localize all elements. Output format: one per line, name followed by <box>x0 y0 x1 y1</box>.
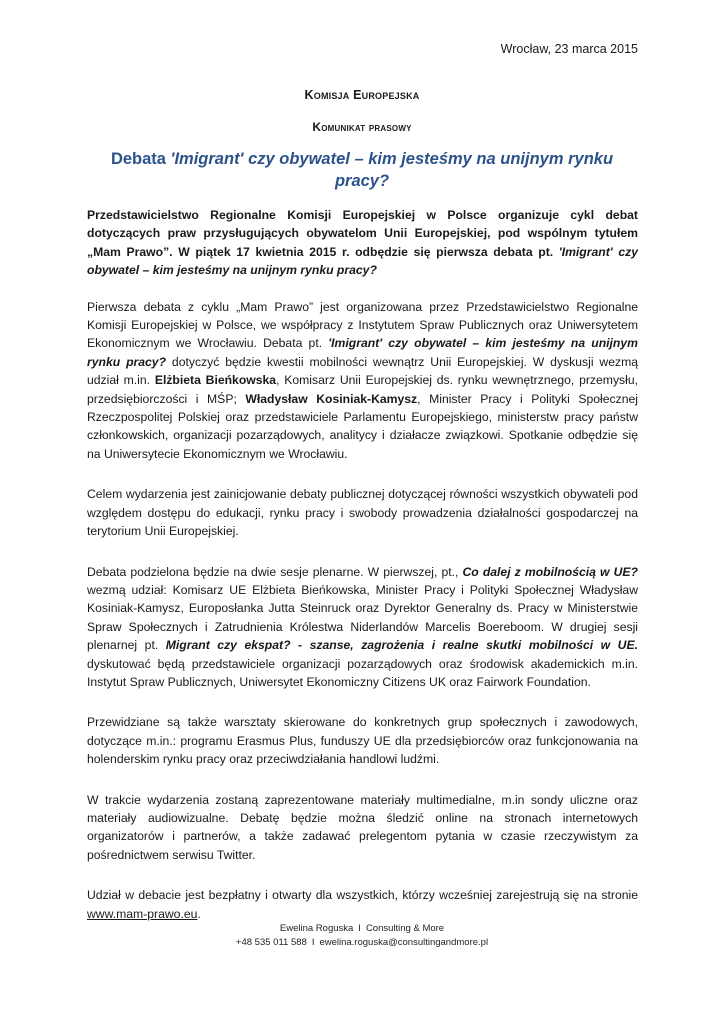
footer-line-1 <box>0 922 724 936</box>
lead-paragraph <box>87 206 638 280</box>
p1-c: dotyczyć będzie kwestii mobilności wewnątrz Unii Europejskiej. W dyskusji wezmą udział m.in. <box>87 354 639 388</box>
p3-session-2-title: Migrant czy ekspat? - szanse, zagrożenia i realne skutki mobilności w UE. <box>165 638 638 653</box>
p1-speaker-2: Władysław Kosiniak-Kamysz <box>245 391 418 406</box>
paragraph-2: Celem wydarzenia jest zainicjowanie debaty publicznej dotyczącej równości wszystkich obywateli pod względem dostępu do edukacji, rynku pracy i swobody prowadzenia działalności gospodarczej na terytorium Unii Europejskiej. <box>87 487 638 539</box>
document-kind-heading: Komunikat prasowy <box>312 120 412 134</box>
footer-separator: I <box>311 937 315 948</box>
title-prefix: Debata <box>110 150 171 168</box>
lead-text: Przedstawicielstwo Regionalne Komisji Europejskiej w Polsce organizuje cykl debat dotyczących praw przysługujących obywatelom Unii Europejskiej, pod wspólnym tytułem „Mam Prawo”. W piątek 17 kwietnia 2015 r. odbędzie się pierwsza debata pt. <box>87 208 638 259</box>
p6-a: Udział w debacie jest bezpłatny i otwarty dla wszystkich, którzy wcześniej zarejestrują się na stronie <box>87 888 638 903</box>
paragraph-4: Przewidziane są także warsztaty skierowane do konkretnych grup społecznych i zawodowych, dotyczące m.in.: programu Erasmus Plus, funduszy UE dla przedsiębiorców oraz funkcjonowania na holenderskim rynku pracy oraz przeciwdziałania handlowi ludźmi. <box>87 715 638 767</box>
footer-separator: I <box>358 923 361 934</box>
p1-e: , Komisarz Unii Europejskiej ds. rynku wewnętrznego, przemysłu, przedsiębiorczości i MŚP; <box>87 373 639 406</box>
page-title <box>90 148 634 192</box>
body-text <box>87 206 638 941</box>
p1-g: , Minister Pracy i Polityki Społecznej Rzeczpospolitej Polskiej oraz przedstawiciele Parlamentu Europejskiego, ministerstw pracy państw członkowskich, organizacji pozarządowych, analitycy i działacze związkowi. Spotkanie odbędzie się na Uniwersytecie Ekonomicznym we Wrocławiu. <box>87 391 638 461</box>
p6-b: . <box>197 906 201 921</box>
title-quoted: 'Imigrant' czy obywatel – kim jesteśmy na unijnym rynku pracy? <box>170 150 614 190</box>
contact-phone: +48 535 011 588 <box>235 937 307 948</box>
footer <box>0 922 724 950</box>
organization-heading: Komisja Europejska <box>304 88 420 102</box>
contact-company: Consulting & More <box>365 923 445 934</box>
footer-line-2 <box>0 936 724 950</box>
paragraph-6 <box>87 886 638 923</box>
paragraph-1 <box>87 298 638 464</box>
p3-e: dyskutować będą przedstawiciele organizacji pozarządowych oraz środowisk akademickich m.in. Instytut Spraw Publicznych, Uniwersytet Ekonomiczny Citizens UK oraz Fairwork Foundation. <box>87 656 638 689</box>
p3-a: Debata podzielona będzie na dwie sesje plenarne. W pierwszej, pt., <box>87 564 463 579</box>
date-line: Wrocław, 23 marca 2015 <box>500 42 638 56</box>
p3-session-1-title: Co dalej z mobilnością w UE? <box>462 564 638 579</box>
contact-email[interactable]: ewelina.roguska@consultingandmore.pl <box>319 937 489 948</box>
paragraph-3 <box>87 563 638 692</box>
p1-debate-title: 'Imigrant' czy obywatel – kim jesteśmy na unijnym rynku pracy? <box>87 336 638 369</box>
p3-c: wezmą udział: Komisarz UE Elżbieta Bieńkowska, Minister Pracy i Polityki Społecznej Władysław Kosiniak-Kamysz, Europosłanka Jutta Steinruck oraz Dyrektor Generalny ds. Pracy w Ministerstwie Spraw Społecznych i Zatrudnienia Królestwa Niderlandów Marcelis Boereboom. W drugiej sesji plenarnej pt. <box>87 582 638 653</box>
website-link[interactable]: www.mam-prawo.eu <box>87 906 198 921</box>
p1-a: Pierwsza debata z cyklu „Mam Prawo” jest organizowana przez Przedstawicielstwo Regionalne Komisji Europejskiej w Polsce, we współpracy z Instytutem Spraw Publicznych oraz Uniwersytetem Ekonomicznym we Wrocławiu. Debata pt. <box>87 299 638 351</box>
contact-name: Ewelina Roguska <box>279 923 354 934</box>
paragraph-5: W trakcie wydarzenia zostaną zaprezentowane materiały multimedialne, m.in sondy uliczne oraz materiały audiowizualne. Debatę będzie można śledzić online na stronach internetowych organizatorów i partnerów, a także zadawać prelegentom pytania w czasie rzeczywistym za pośrednictwem serwisu Twitter. <box>87 792 638 862</box>
lead-italic: 'Imigrant' czy obywatel – kim jesteśmy na unijnym rynku pracy? <box>87 244 638 278</box>
p1-speaker-1: Elżbieta Bieńkowska <box>154 373 277 388</box>
